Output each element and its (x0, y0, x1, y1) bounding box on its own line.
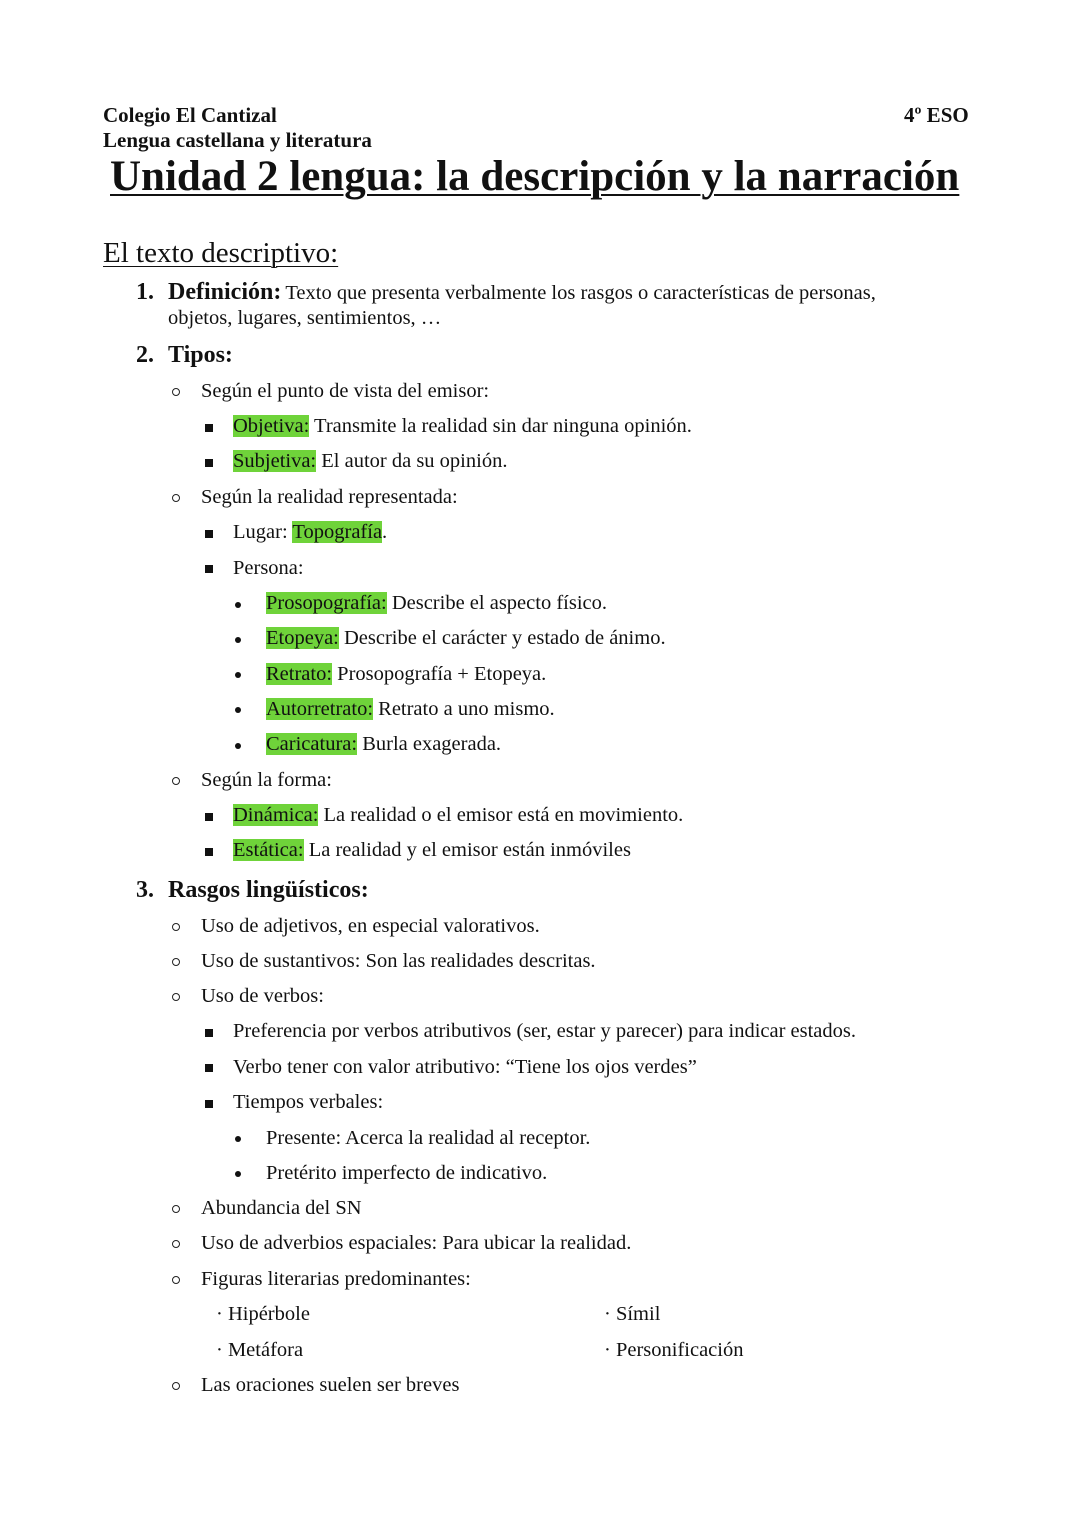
verbos-item: Uso de verbos: (201, 985, 324, 1007)
item-number-2: 2. (136, 342, 154, 368)
subjetiva-text: El autor da su opinión. (316, 450, 508, 472)
presente-item: Presente: Acerca la realidad al receptor. (266, 1127, 591, 1149)
circle-bullet-icon (172, 993, 180, 1001)
grade-label: 4º ESO (904, 103, 969, 127)
retrato-text: Prosopografía + Etopeya. (332, 663, 547, 685)
dot-bullet-icon (235, 672, 241, 678)
prosopografia-text: Describe el aspecto físico. (386, 592, 607, 614)
lugar-item (233, 521, 387, 544)
item-number-1: 1. (136, 279, 154, 305)
school-name: Colegio El Cantizal (103, 103, 277, 127)
verbos-atributivos-item: Preferencia por verbos atributivos (ser, estar y parecer) para indicar estados. (233, 1020, 857, 1042)
dot-bullet-icon (235, 743, 241, 749)
retrato-item (266, 663, 546, 686)
definition-line (168, 279, 876, 306)
dinamica-term: Dinámica: (233, 804, 319, 826)
prosopografia-item (266, 592, 607, 615)
autorretrato-text: Retrato a uno mismo. (373, 698, 555, 720)
item-number-3: 3. (136, 877, 154, 903)
circle-bullet-icon (172, 1205, 180, 1213)
circle-bullet-icon (172, 1382, 180, 1390)
subject-name: Lengua castellana y literatura (103, 128, 372, 152)
sustantivos-item: Uso de sustantivos: Son las realidades descritas. (201, 950, 596, 972)
estatica-text: La realidad y el emisor están inmóviles (303, 839, 631, 861)
tiempos-item: Tiempos verbales: (233, 1091, 384, 1113)
figure-metafora: · Metáfora (216, 1339, 304, 1361)
definition-text-1: Texto que presenta verbalmente los rasgos o características de personas, (285, 282, 876, 304)
objetiva-term: Objetiva: (233, 415, 310, 437)
circle-bullet-icon (172, 923, 180, 931)
dot-bullet-icon (235, 1171, 241, 1177)
caricatura-text: Burla exagerada. (357, 733, 502, 755)
circle-bullet-icon (172, 1276, 180, 1284)
section-title: El texto descriptivo: (103, 237, 339, 269)
circle-bullet-icon (172, 494, 180, 502)
square-bullet-icon (205, 1100, 213, 1108)
circle-bullet-icon (172, 958, 180, 966)
dot-bullet-icon (235, 637, 241, 643)
forma-label: Según la forma: (201, 769, 332, 791)
objetiva-text: Transmite la realidad sin dar ninguna opinión. (309, 415, 692, 437)
circle-bullet-icon (172, 777, 180, 785)
lugar-prefix: Lugar: (233, 521, 293, 543)
dinamica-item (233, 804, 683, 827)
definition-text-2: objetos, lugares, sentimientos, … (168, 307, 442, 329)
square-bullet-icon (205, 848, 213, 856)
figure-personificacion: · Personificación (604, 1339, 744, 1361)
caricatura-item (266, 733, 501, 756)
preterito-item: Pretérito imperfecto de indicativo. (266, 1162, 548, 1184)
definition-label: Definición: (168, 279, 282, 305)
sn-item: Abundancia del SN (201, 1197, 362, 1219)
retrato-term: Retrato: (266, 663, 333, 685)
etopeya-item (266, 627, 666, 650)
circle-bullet-icon (172, 1240, 180, 1248)
dot-bullet-icon (235, 1136, 241, 1142)
persona-label: Persona: (233, 557, 304, 579)
square-bullet-icon (205, 459, 213, 467)
figure-hiperbole: · Hipérbole (216, 1303, 310, 1325)
verbo-tener-item: Verbo tener con valor atributivo: “Tiene los ojos verdes” (233, 1056, 697, 1078)
rasgos-label: Rasgos lingüísticos: (168, 877, 369, 903)
square-bullet-icon (205, 813, 213, 821)
square-bullet-icon (205, 1064, 213, 1072)
estatica-term: Estática: (233, 839, 304, 861)
emisor-label: Según el punto de vista del emisor: (201, 380, 490, 402)
square-bullet-icon (205, 1029, 213, 1037)
etopeya-term: Etopeya: (266, 627, 339, 649)
circle-bullet-icon (172, 388, 180, 396)
page-title: Unidad 2 lengua: la descripción y la narración (110, 153, 960, 200)
lugar-term: Topografía (292, 521, 383, 543)
lugar-suffix: . (382, 521, 388, 543)
adverbios-item: Uso de adverbios espaciales: Para ubicar la realidad. (201, 1232, 632, 1254)
autorretrato-item (266, 698, 555, 721)
square-bullet-icon (205, 530, 213, 538)
subjetiva-item (233, 450, 507, 473)
square-bullet-icon (205, 565, 213, 573)
figuras-item: Figuras literarias predominantes: (201, 1268, 471, 1290)
etopeya-text: Describe el carácter y estado de ánimo. (338, 627, 666, 649)
dot-bullet-icon (235, 602, 241, 608)
subjetiva-term: Subjetiva: (233, 450, 317, 472)
prosopografia-term: Prosopografía: (266, 592, 387, 614)
square-bullet-icon (205, 424, 213, 432)
figure-simil: · Símil (604, 1303, 661, 1325)
oraciones-item: Las oraciones suelen ser breves (201, 1374, 460, 1396)
adjetivos-item: Uso de adjetivos, en especial valorativos. (201, 915, 540, 937)
dinamica-text: La realidad o el emisor está en movimiento. (318, 804, 684, 826)
dot-bullet-icon (235, 707, 241, 713)
realidad-label: Según la realidad representada: (201, 486, 458, 508)
caricatura-term: Caricatura: (266, 733, 358, 755)
types-label: Tipos: (168, 342, 233, 368)
objetiva-item (233, 415, 692, 438)
autorretrato-term: Autorretrato: (266, 698, 374, 720)
estatica-item (233, 839, 631, 862)
